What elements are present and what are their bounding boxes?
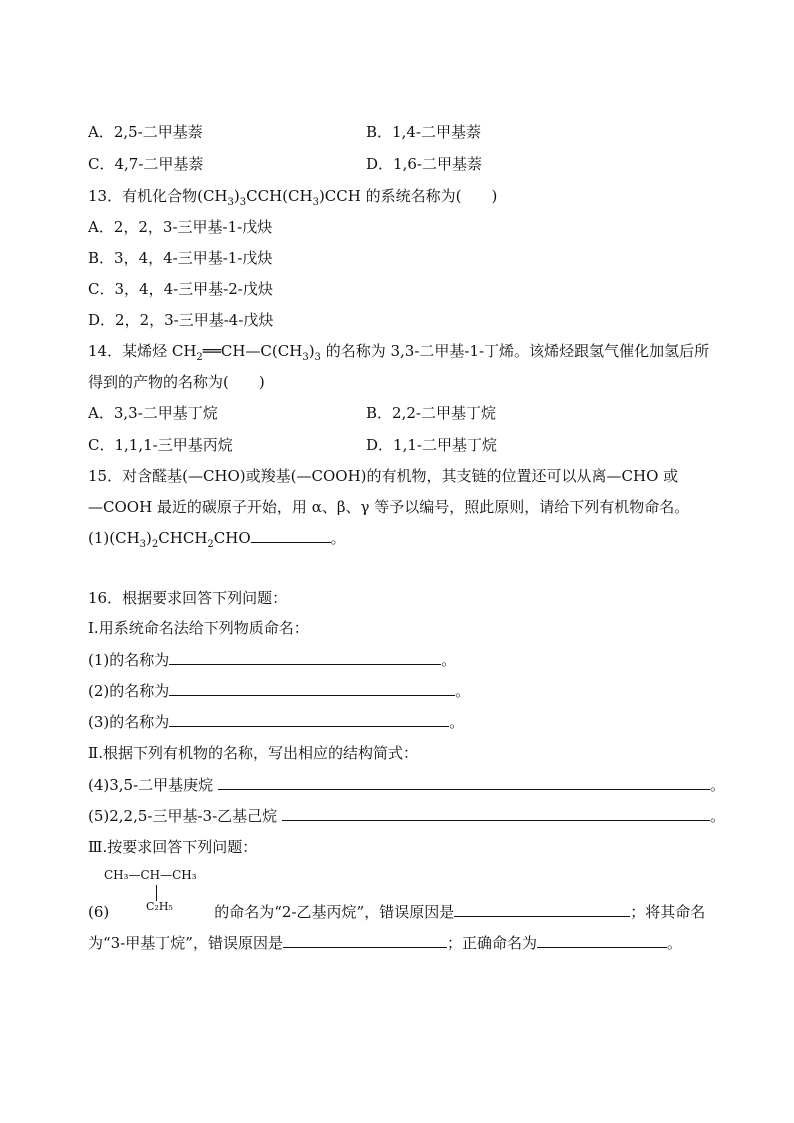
q15-answer-blank[interactable] bbox=[251, 528, 331, 543]
q13-option-c: C．3，4，4-三甲基-2-戊炔 bbox=[88, 280, 273, 298]
q13-option-d: D．2，2，3-三甲基-4-戊炔 bbox=[88, 311, 274, 329]
q14-sub: 2 bbox=[196, 352, 203, 363]
q16-title: 16．根据要求回答下列问题： bbox=[88, 589, 288, 607]
q15-line2: —COOH 最近的碳原子开始，用 α、β、γ 等予以编号，照此原则，请给下列有机物命名。 bbox=[88, 498, 690, 516]
q14-stem bbox=[88, 341, 709, 361]
q14-sub: 3 bbox=[314, 352, 321, 363]
formula-bond bbox=[156, 885, 157, 901]
q14-option-d: D．1,1-二甲基丁烷 bbox=[366, 436, 497, 454]
q14-option-c: C．1,1,1-三甲基丙烷 bbox=[88, 436, 233, 454]
q14-sub: 3 bbox=[302, 352, 309, 363]
q16-5-label: (5)2,2,5-三甲基-3-乙基己烷 bbox=[88, 807, 278, 825]
formula-main-chain: CH₃—CH—CH₃ bbox=[104, 868, 197, 882]
q16-3-answer-blank[interactable] bbox=[169, 712, 449, 727]
q16-6-text-b: ；将其命名 bbox=[630, 903, 706, 921]
q16-3-period: 。 bbox=[449, 713, 465, 731]
q16-section-3: Ⅲ.按要求回答下列问题： bbox=[88, 838, 258, 856]
q16-sub-2 bbox=[88, 681, 470, 701]
q16-4-period: 。 bbox=[709, 776, 725, 794]
q14-stem-part: 14．某烯烃 CH bbox=[88, 342, 197, 360]
q16-6-end: 。 bbox=[666, 934, 682, 952]
q16-1-period: 。 bbox=[441, 651, 457, 669]
q16-sub-4 bbox=[88, 775, 725, 795]
q16-sub-3 bbox=[88, 712, 464, 732]
q16-6-text-d: ；正确命名为 bbox=[446, 934, 537, 952]
q15-end: 。 bbox=[330, 529, 346, 547]
q16-6-correct-name-blank[interactable] bbox=[537, 933, 667, 948]
q14-stem-part: 的名称为 3,3-二甲基-1-丁烯。该烯烃跟氢气催化加氢后所 bbox=[320, 342, 710, 360]
q14-stem-part: ) bbox=[308, 342, 315, 360]
q16-6-text-c: 为“3-甲基丁烷”，错误原因是 bbox=[88, 934, 283, 952]
q13-sub: 3 bbox=[239, 197, 247, 208]
q16-sub-6-line1 bbox=[88, 902, 705, 922]
q16-2-period: 。 bbox=[455, 682, 471, 700]
q16-2-label: (2)的名称为 bbox=[88, 682, 170, 700]
q14-option-a: A．3,3-二甲基丁烷 bbox=[88, 404, 218, 422]
q16-4-label: (4)3,5-二甲基庚烷 bbox=[88, 776, 214, 794]
q16-sub-6-line2 bbox=[88, 933, 682, 953]
q14-stem-line2: 得到的产物的名称为( ) bbox=[88, 373, 265, 391]
q13-stem-part: ) bbox=[233, 187, 240, 205]
q16-4-answer-blank[interactable] bbox=[218, 775, 710, 790]
q16-3-label: (3)的名称为 bbox=[88, 713, 170, 731]
q13-stem-part: CCH(CH bbox=[246, 187, 313, 205]
q16-section-2: Ⅱ.根据下列有机物的名称，写出相应的结构简式： bbox=[88, 744, 418, 762]
q15-part1 bbox=[88, 528, 346, 548]
q16-6-reason1-blank[interactable] bbox=[454, 902, 630, 917]
q16-sub-1 bbox=[88, 650, 456, 670]
q16-1-answer-blank[interactable] bbox=[169, 650, 441, 665]
q14-stem-part: ══CH—C(CH bbox=[202, 342, 303, 360]
q15-text: CHO bbox=[213, 529, 251, 547]
q13-stem-part: 13．有机化合物(CH bbox=[88, 187, 228, 205]
q15-text: ) bbox=[146, 529, 152, 547]
q15-line1: 15．对含醛基(—CHO)或羧基(—COOH)的有机物，其支链的位置还可以从离—CHO 或 bbox=[88, 467, 679, 485]
q16-5-period: 。 bbox=[709, 807, 725, 825]
q15-sub: 2 bbox=[151, 539, 159, 550]
q16-6-text-a: 的命名为“2-乙基丙烷”，错误原因是 bbox=[214, 903, 455, 921]
q13-stem-part: )CCH 的系统名称为( ) bbox=[318, 187, 498, 205]
q13-sub: 3 bbox=[312, 197, 319, 208]
q15-sub: 2 bbox=[207, 539, 214, 550]
q12-option-c: C．4,7-二甲基萘 bbox=[88, 155, 204, 173]
q16-6-reason2-blank[interactable] bbox=[283, 933, 447, 948]
q16-sub-5 bbox=[88, 806, 725, 826]
q12-option-a: A．2,5-二甲基萘 bbox=[88, 123, 203, 141]
q16-5-answer-blank[interactable] bbox=[282, 806, 710, 821]
q14-option-b: B．2,2-二甲基丁烷 bbox=[366, 404, 496, 422]
q13-sub: 3 bbox=[227, 197, 234, 208]
q12-option-b: B．1,4-二甲基萘 bbox=[366, 123, 481, 141]
q16-1-label: (1)的名称为 bbox=[88, 651, 170, 669]
q15-text: CHCH bbox=[158, 529, 208, 547]
formula-branch: C₂H₅ bbox=[146, 900, 173, 913]
q16-6-number: (6) bbox=[88, 903, 110, 921]
q16-section-1: Ⅰ.用系统命名法给下列物质命名： bbox=[88, 619, 309, 637]
q13-stem bbox=[88, 186, 497, 206]
q15-text: (1)(CH bbox=[88, 529, 140, 547]
q15-sub: 3 bbox=[139, 539, 147, 550]
q16-2-answer-blank[interactable] bbox=[169, 681, 455, 696]
q13-option-b: B．3，4，4-三甲基-1-戊炔 bbox=[88, 249, 273, 267]
q12-option-d: D．1,6-二甲基萘 bbox=[366, 155, 482, 173]
q13-option-a: A．2，2，3-三甲基-1-戊炔 bbox=[88, 218, 273, 236]
